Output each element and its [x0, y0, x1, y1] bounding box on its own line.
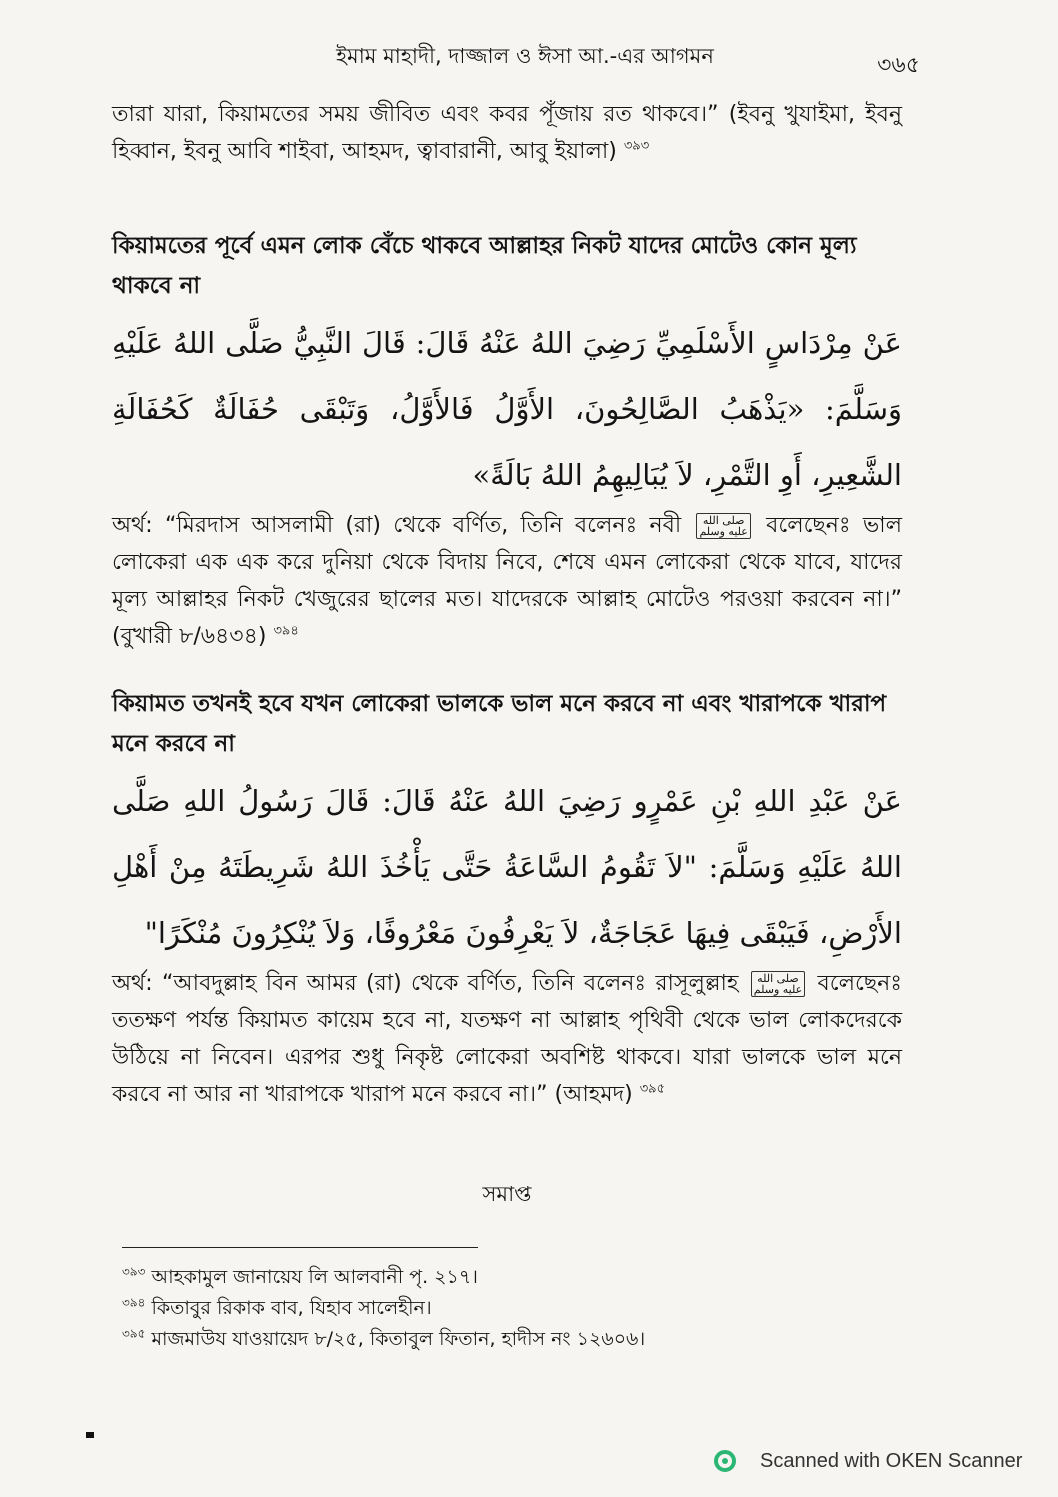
watermark-text: Scanned with OKEN Scanner [760, 1450, 1023, 1472]
section-heading: কিয়ামত তখনই হবে যখন লোকেরা ভালকে ভাল মনে করবে না এবং খারাপকে খারাপ মনে করবে না [112, 691, 887, 757]
arabic-text: عَنْ عَبْدِ اللهِ بْنِ عَمْرٍو رَضِيَ اللهُ عَنْهُ قَالَ: قَالَ رَسُولُ اللهِ صَلَّى اللهُ عَلَيْهِ وَسَلَّمَ: "لاَ تَقُومُ السَّاعَةُ حَتَّى يَأْخُذَ اللهُ شَرِيطَتَهُ مِنْ أَهْلِ الأَرْضِ، فَيَبْقَى فِيهَا عَجَاجَةٌ، لاَ يَعْرِفُونَ مَعْرُوفًا، وَلاَ يُنْكِرُونَ مُنْكَرًا" [112, 784, 902, 950]
translation-text-b: বলেছেনঃ ততক্ষণ পর্যন্ত কিয়ামত কায়েম হবে না, যতক্ষণ না আল্লাহ পৃথিবী থেকে ভাল লোকদেরকে উঠিয়ে না নিবেন। এরপর শুধু নিকৃষ্ট লোকেরা অবশিষ্ট থাকবে। যারা ভালকে ভাল মনে করবে না আর না খারাপকে খারাপ মনে করবে না।” (আহমদ) [112, 971, 903, 1107]
intro-paragraph [112, 96, 902, 170]
intro-text: তারা যারা, কিয়ামতের সময় জীবিত এবং কবর পূঁজায় রত থাকবে।” (ইবনু খুযাইমা, ইবনু হিব্বান, ইবনু আবি শাইবা, আহমদ, ত্বাবারানী, আবু ইয়ালা) [112, 102, 902, 164]
footnote: $^{৩৯৪}$ কিতাবুর রিকাক বাব, যিহাব সালেহীন। [122, 1295, 432, 1319]
footnote-ref: ৩৯৩ [623, 138, 650, 154]
header-title: ইমাম মাহাদী, দাজ্জাল ও ঈসা আ.-এর আগমন [336, 44, 714, 68]
oken-scanner-logo-icon [714, 1450, 736, 1472]
footnote-divider [122, 1247, 478, 1248]
honorific-symbol: صلى الله عليه وسلم [751, 971, 805, 997]
translation-2 [112, 965, 902, 1113]
page-number: ৩৬৫ [877, 53, 920, 78]
footnote: $^{৩৯৫}$ মাজমাউয যাওয়ায়েদ ৮/২৫, কিতাবুল ফিতান, হাদীস নং ১২৬০৬। [122, 1326, 646, 1350]
section-heading-1 [112, 226, 902, 306]
arabic-hadith-2 [112, 768, 902, 966]
footnote-ref: ৩৯৫ [639, 1081, 666, 1097]
section-heading: কিয়ামতের পূর্বে এমন লোক বেঁচে থাকবে আল্লাহর নিকট যাদের মোটেও কোন মূল্য থাকবে না [112, 233, 857, 299]
arabic-text: عَنْ مِرْدَاسٍ الأَسْلَمِيِّ رَضِيَ اللهُ عَنْهُ قَالَ: قَالَ النَّبِيُّ صَلَّى اللهُ عَلَيْهِ وَسَلَّمَ: «يَذْهَبُ الصَّالِحُونَ، الأَوَّلُ فَالأَوَّلُ، وَتَبْقَى حُفَالَةٌ كَحُفَالَةِ الشَّعِيرِ، أَوِ التَّمْرِ، لاَ يُبَالِيهِمُ اللهُ بَالَةً» [112, 326, 902, 492]
scan-edge-mark [86, 1432, 94, 1438]
translation-text-a: অর্থ: “আবদুল্লাহ বিন আমর (রা) থেকে বর্ণিত, তিনি বলেনঃ রাসূলুল্লাহ [112, 971, 739, 996]
footnote: $^{৩৯৩}$ আহকামুল জানায়েয লি আলবানী পৃ. ২১৭। [122, 1264, 478, 1288]
closing-word: সমাপ্ত [482, 1182, 532, 1206]
translation-text-a: অর্থ: “মিরদাস আসলামী (রা) থেকে বর্ণিত, তিনি বলেনঃ নবী [112, 513, 682, 538]
translation-1 [112, 507, 902, 655]
footnote-ref: ৩৯৪ [273, 623, 299, 639]
arabic-hadith-1 [112, 310, 902, 508]
scanner-watermark [708, 1446, 1048, 1482]
running-header [130, 40, 920, 78]
section-heading-2 [112, 684, 902, 764]
footnotes [122, 1262, 882, 1355]
honorific-symbol: صلى الله عليه وسلم [696, 513, 750, 539]
translation-text-b: বলেছেনঃ ভাল লোকেরা এক এক করে দুনিয়া থেকে বিদায় নিবে, শেষে এমন লোকেরা থেকে যাবে, যাদের মূল্য আল্লাহর নিকট খেজুরের ছালের মত। যাদেরকে আল্লাহ মোটেও পরওয়া করবেন না।” (বুখারী ৮/৬৪৩৪) [112, 513, 903, 649]
